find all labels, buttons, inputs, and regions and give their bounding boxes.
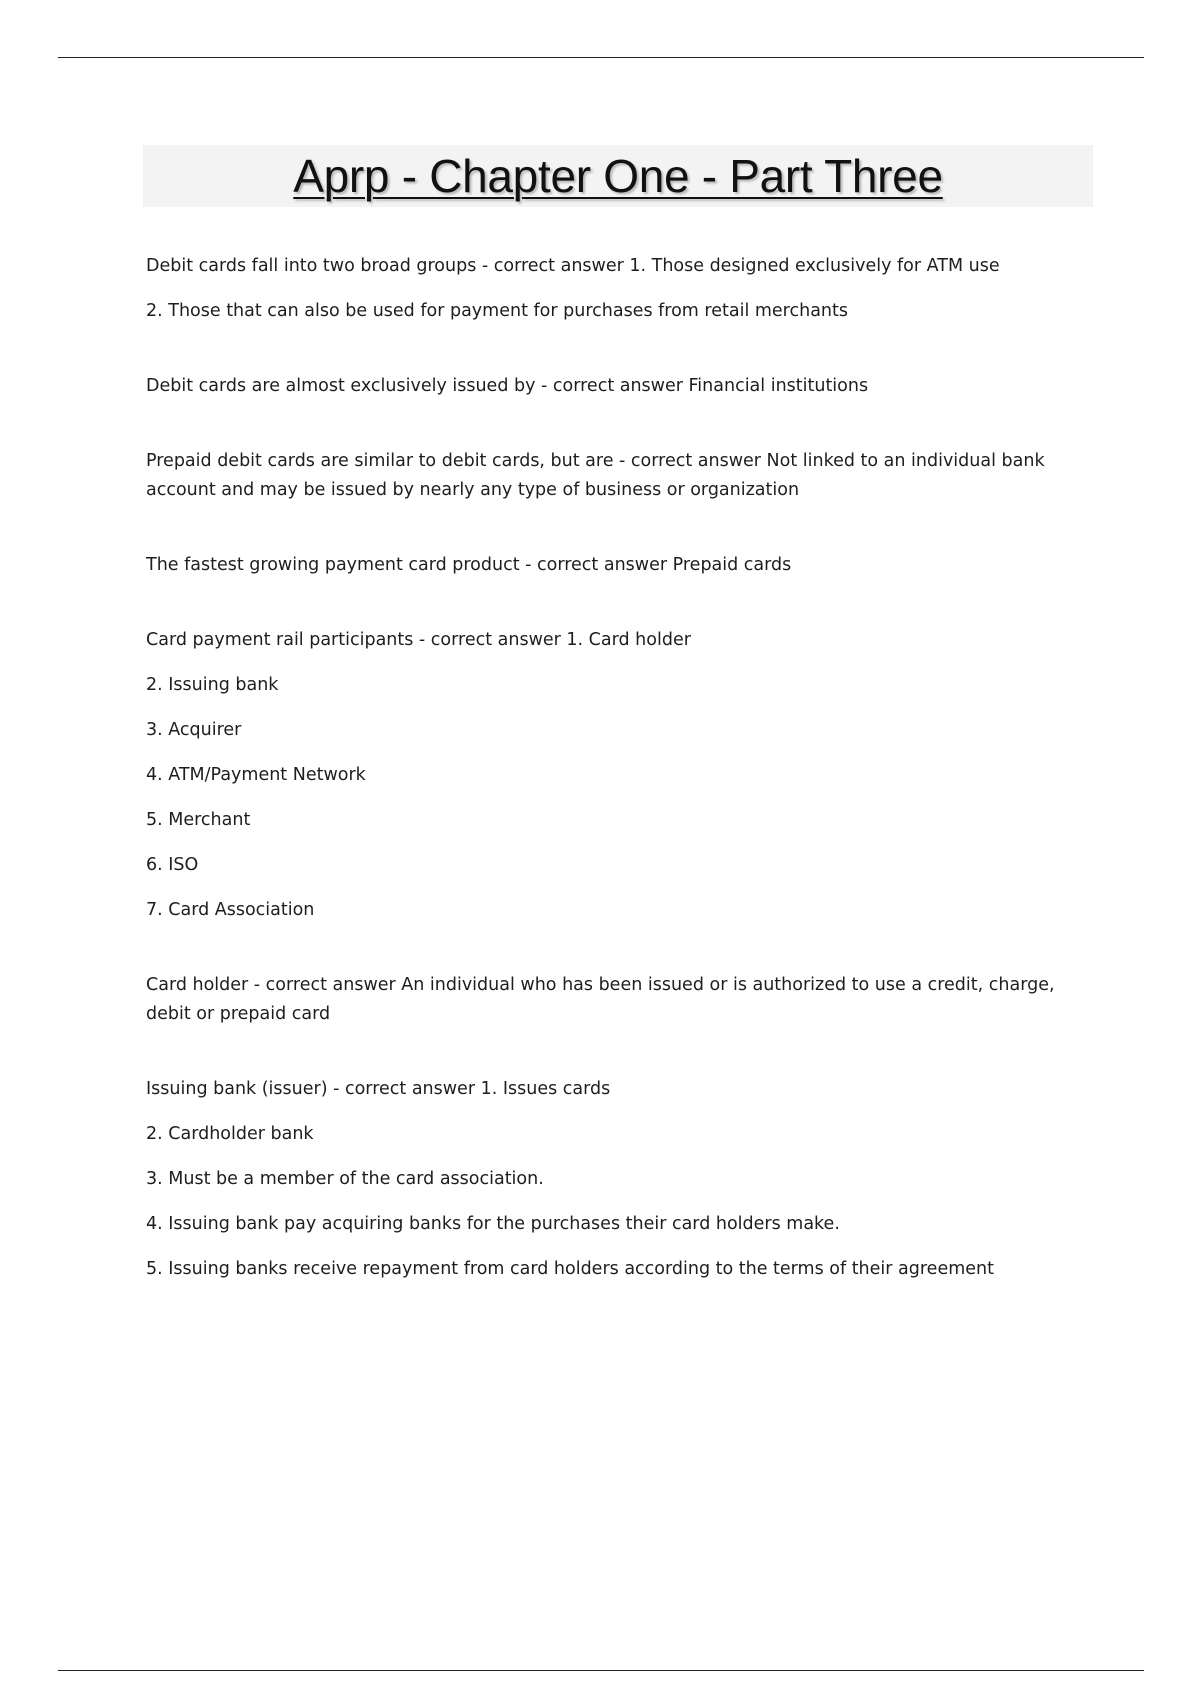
document-title: Aprp - Chapter One - Part Three	[293, 150, 943, 202]
text-line: Issuing bank (issuer) - correct answer 1. Issues cards	[146, 1079, 611, 1099]
text-line: 3. Must be a member of the card association.	[146, 1169, 544, 1189]
text-line: 2. Those that can also be used for payment for purchases from retail merchants	[146, 301, 848, 321]
text-line: Card payment rail participants - correct answer 1. Card holder	[146, 630, 691, 650]
qa-block-issuing-bank	[146, 1075, 1076, 1284]
document-body	[146, 252, 1076, 1284]
bottom-rule	[58, 1670, 1144, 1671]
text-line: 7. Card Association	[146, 900, 315, 920]
qa-block-debit-card-groups	[146, 252, 1076, 326]
text-line: Debit cards fall into two broad groups - correct answer 1. Those designed exclusively for ATM use	[146, 256, 1000, 276]
text-line: Card holder - correct answer An individual who has been issued or is authorized to use a credit, charge, debit or prepaid card	[146, 975, 1055, 1024]
text-line: 5. Issuing banks receive repayment from card holders according to the terms of their agreement	[146, 1259, 994, 1279]
qa-block-debit-card-issuers	[146, 372, 1076, 401]
qa-block-card-holder	[146, 971, 1076, 1029]
top-rule	[58, 57, 1144, 58]
text-line: 2. Issuing bank	[146, 675, 279, 695]
text-line: 6. ISO	[146, 855, 199, 875]
text-line: 5. Merchant	[146, 810, 251, 830]
text-line: Prepaid debit cards are similar to debit cards, but are - correct answer Not linked to an individual bank account and may be issued by nearly any type of business or organization	[146, 451, 1045, 500]
text-line: 2. Cardholder bank	[146, 1124, 314, 1144]
title-band	[143, 145, 1093, 207]
text-line: The fastest growing payment card product - correct answer Prepaid cards	[146, 555, 792, 575]
qa-block-rail-participants	[146, 626, 1076, 925]
text-line: 4. ATM/Payment Network	[146, 765, 366, 785]
qa-block-fastest-growing	[146, 551, 1076, 580]
qa-block-prepaid-debit-cards	[146, 447, 1076, 505]
text-line: 3. Acquirer	[146, 720, 242, 740]
text-line: 4. Issuing bank pay acquiring banks for the purchases their card holders make.	[146, 1214, 840, 1234]
text-line: Debit cards are almost exclusively issued by - correct answer Financial institutions	[146, 376, 869, 396]
